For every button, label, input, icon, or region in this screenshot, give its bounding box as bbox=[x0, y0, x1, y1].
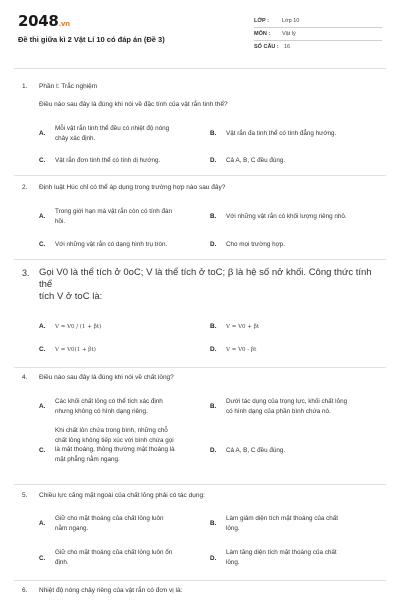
option-a-text[interactable]: Các khối chất lỏng có thể tích xác định nhưng không có hình dạng riêng. bbox=[55, 398, 163, 415]
meta-value-count: 16 bbox=[284, 44, 291, 50]
option-letter-c: C. bbox=[39, 555, 46, 562]
option-letter-d: D. bbox=[210, 346, 217, 353]
option-b-text[interactable]: Vật rắn đa tinh thể có tính đẳng hướng. bbox=[226, 130, 337, 137]
option-a-text[interactable]: Trong giới hạn mà vật rắn còn có tính đàn hồi. bbox=[55, 208, 172, 225]
question-text: Điều nào sau đây là đúng khi nói về chất lỏng? bbox=[39, 374, 174, 381]
question-text: Điều nào sau đây là đúng khi nói về đặc tính của vật rắn tinh thể? bbox=[39, 101, 228, 108]
option-letter-c: C. bbox=[39, 447, 46, 454]
option-letter-b: B. bbox=[210, 213, 217, 220]
option-d-text[interactable]: Cả A, B, C đều đúng. bbox=[226, 447, 286, 454]
option-letter-a: A. bbox=[39, 323, 46, 330]
option-letter-b: B. bbox=[210, 403, 217, 410]
header-divider bbox=[14, 68, 386, 69]
meta-divider bbox=[254, 27, 382, 28]
option-b-text[interactable]: Với những vật rắn có khối lượng riêng nhỏ. bbox=[226, 213, 347, 220]
option-d-text[interactable]: Cho mọi trường hợp. bbox=[226, 241, 286, 248]
question-number: 4. bbox=[22, 374, 28, 381]
section-heading: Phần I: Trắc nghiệm bbox=[39, 83, 98, 90]
option-b-formula[interactable]: V = V0 + βt bbox=[226, 324, 260, 330]
option-letter-a: A. bbox=[39, 520, 46, 527]
option-letter-c: C. bbox=[39, 157, 46, 164]
logo-suffix: .vn bbox=[58, 20, 70, 28]
option-a-text[interactable]: Mỗi vật rắn tinh thể đều có nhiệt độ nóng chảy xác định. bbox=[55, 125, 170, 142]
question-number: 2. bbox=[22, 184, 28, 191]
meta-label-count: SỐ CÂU : bbox=[254, 44, 279, 50]
option-letter-c: C. bbox=[39, 346, 46, 353]
question-text: Nhiệt độ nóng chảy riêng của vật rắn có đơn vị là: bbox=[39, 587, 183, 594]
option-letter-d: D. bbox=[210, 555, 217, 562]
option-c-formula[interactable]: V = V0(1 + βt) bbox=[55, 347, 96, 353]
option-letter-b: B. bbox=[210, 130, 217, 137]
logo-text: 2048 bbox=[18, 12, 59, 30]
meta-value-class: Lớp 10 bbox=[282, 18, 300, 24]
question-text: Gọi V0 là thể tích ở 0oC; V là thể tích ở toC; β là hệ số nở khối. Công thức tính thể tích V ở toC là: bbox=[39, 267, 372, 302]
option-d-formula[interactable]: V = V0 - βt bbox=[226, 347, 257, 353]
option-c-text[interactable]: Với những vật rắn có dạng hình trụ tròn. bbox=[55, 241, 168, 248]
option-letter-a: A. bbox=[39, 130, 46, 137]
option-d-text[interactable]: Làm tăng diện tích mặt thoáng của chất lỏng. bbox=[226, 549, 337, 566]
document-title: Đề thi giữa kì 2 Vật Lí 10 có đáp án (Đề 3) bbox=[18, 35, 165, 44]
question-divider bbox=[14, 367, 386, 368]
question-divider bbox=[14, 484, 386, 485]
meta-label-subject: MÔN : bbox=[254, 31, 271, 37]
option-letter-d: D. bbox=[210, 447, 217, 454]
option-d-text[interactable]: Cả A, B, C đều đúng. bbox=[226, 157, 286, 164]
question-divider bbox=[14, 175, 386, 176]
option-letter-b: B. bbox=[210, 520, 217, 527]
option-letter-a: A. bbox=[39, 213, 46, 220]
option-a-text[interactable]: Giữ cho mặt thoáng của chất lỏng luôn nằm ngang. bbox=[55, 515, 164, 532]
option-a-formula[interactable]: V = V0 / (1 + βt) bbox=[55, 324, 102, 330]
question-number: 6. bbox=[22, 587, 28, 594]
question-number: 3. bbox=[22, 268, 30, 278]
meta-label-class: LỚP : bbox=[254, 18, 269, 24]
option-letter-b: B. bbox=[210, 323, 217, 330]
meta-divider bbox=[254, 40, 382, 41]
option-letter-a: A. bbox=[39, 403, 46, 410]
option-b-text[interactable]: Dưới tác dụng của trọng lực, khối chất lỏng có hình dạng của phần bình chứa nó. bbox=[226, 398, 348, 415]
question-number: 1. bbox=[22, 83, 28, 90]
site-logo[interactable] bbox=[18, 12, 70, 30]
option-c-text[interactable]: Giữ cho mặt thoáng của chất lỏng luôn ổn định. bbox=[55, 549, 173, 566]
option-letter-d: D. bbox=[210, 241, 217, 248]
question-divider bbox=[14, 580, 386, 581]
meta-value-subject: Vật lý bbox=[282, 31, 296, 37]
option-b-text[interactable]: Làm giảm diện tích mặt thoáng của chất lỏng. bbox=[226, 515, 339, 532]
question-divider bbox=[14, 259, 386, 260]
question-text: Chiều lực căng mặt ngoài của chất lỏng phải có tác dụng: bbox=[39, 492, 205, 499]
question-text: Định luật Húc chỉ có thể áp dụng trong trường hợp nào sau đây? bbox=[39, 184, 226, 191]
option-c-text[interactable]: Khi chất lỏn chứa trong bình, những chỗ chất lỏng không tiếp xúc với bình chứa gọi là mặt thoáng, thông thường mặt thoáng là mặt phẳng nằm ngang. bbox=[55, 427, 175, 463]
option-c-text[interactable]: Vật rắn đơn tinh thể có tính dị hướng. bbox=[55, 157, 161, 164]
option-letter-c: C. bbox=[39, 241, 46, 248]
question-number: 5. bbox=[22, 492, 28, 499]
option-letter-d: D. bbox=[210, 157, 217, 164]
